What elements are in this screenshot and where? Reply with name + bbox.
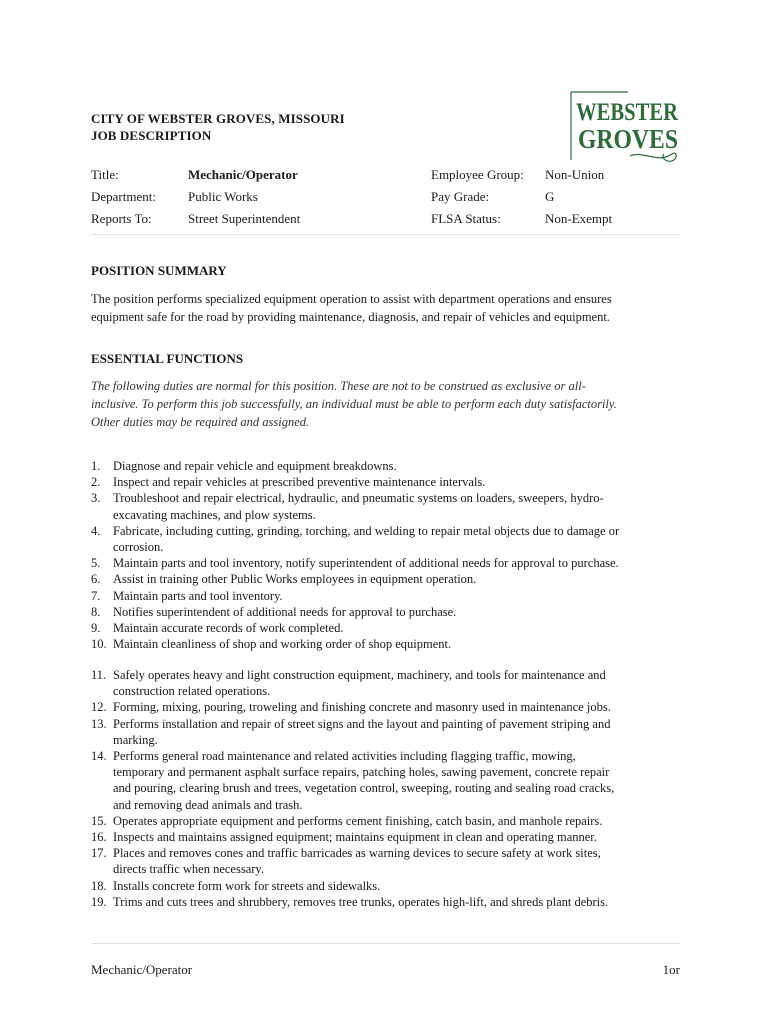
- duty-number: 11.: [91, 668, 107, 682]
- duty-item: [91, 458, 691, 474]
- info-row-department: [91, 189, 691, 207]
- intro-line: inclusive. To perform this job successfully, an individual must be able to perform each duty satisfactorily.: [91, 397, 617, 411]
- webster-groves-logo: [568, 90, 682, 166]
- duty-number: 9.: [91, 621, 101, 636]
- duty-number: 19.: [91, 894, 107, 909]
- duty-item: [91, 555, 691, 571]
- position-summary-text: [91, 290, 681, 326]
- duty-number: 10.: [91, 637, 107, 652]
- duty-text-line: Inspects and maintains assigned equipment; maintains equipment in clean and operating manner.: [113, 830, 597, 845]
- duty-number: 14.: [91, 749, 107, 764]
- duty-text-line: Operates appropriate equipment and performs cement finishing, catch basin, and manhole repairs.: [113, 813, 603, 828]
- footer-page-number: 1or: [662, 962, 680, 977]
- summary-line: equipment safe for the road by providing maintenance, diagnosis, and repair of vehicles and equipment.: [91, 310, 610, 324]
- duty-number: 12.: [91, 700, 107, 715]
- duty-text-line: Maintain cleanliness of shop and working order of shop equipment.: [113, 637, 452, 652]
- info-row-reports: [91, 211, 691, 229]
- duty-item: [91, 474, 691, 490]
- footer-job-title: Mechanic/Operator: [91, 962, 193, 977]
- duty-text-line: marking.: [113, 732, 158, 747]
- duties-list-1: [91, 458, 691, 652]
- duty-item: [91, 667, 691, 699]
- duty-text-line: directs traffic when necessary.: [113, 862, 264, 877]
- duty-text-line: corrosion.: [113, 540, 164, 555]
- duty-text-line: Maintain parts and tool inventory, notify superintendent of additional needs for approval to purchase.: [113, 556, 619, 571]
- duty-text-line: Performs general road maintenance and related activities including flagging traffic, mowing,: [113, 749, 576, 764]
- title-label: Title:: [91, 167, 119, 182]
- duty-text-line: Forming, mixing, pouring, troweling and finishing concrete and masonry used in maintenance jobs.: [113, 700, 611, 715]
- duty-text-line: and removing dead animals and trash.: [113, 797, 303, 812]
- essential-functions-heading: ESSENTIAL FUNCTIONS: [91, 351, 244, 366]
- duty-text-line: excavating machines, and plow systems.: [113, 507, 316, 522]
- duty-number: 4.: [91, 523, 101, 538]
- duty-text-line: Troubleshoot and repair electrical, hydraulic, and pneumatic systems on loaders, sweepers, hydro-: [113, 491, 604, 506]
- duty-text-line: Notifies superintendent of additional needs for approval to purchase.: [113, 604, 457, 619]
- pay-grade-label: Pay Grade:: [431, 189, 490, 204]
- employee-group-value: Non-Union: [545, 167, 605, 182]
- duty-text-line: Trims and cuts trees and shrubbery, removes tree trunks, operates high-lift, and shreds plant debris.: [113, 894, 609, 909]
- duty-text-line: construction related operations.: [113, 684, 271, 699]
- intro-line: The following duties are normal for this position. These are not to be construed as exclusive or all-: [91, 379, 586, 393]
- header-divider: [91, 234, 680, 235]
- duty-text-line: Diagnose and repair vehicle and equipment breakdowns.: [113, 459, 397, 473]
- duty-item: [91, 636, 691, 652]
- duty-text-line: Places and removes cones and traffic barricades as warning devices to secure safety at work sites,: [113, 846, 601, 861]
- duty-number: 5.: [91, 556, 101, 571]
- duty-item: [91, 571, 691, 587]
- logo-text-top: WEBSTER: [576, 99, 679, 126]
- duty-item: [91, 813, 691, 829]
- duty-text-line: Fabricate, including cutting, grinding, torching, and welding to repair metal objects due to damage or: [113, 523, 620, 538]
- duty-item: [91, 604, 691, 620]
- intro-line: Other duties may be required and assigned.: [91, 415, 310, 429]
- duty-item: [91, 829, 691, 845]
- duty-item: [91, 894, 691, 910]
- position-summary-heading: POSITION SUMMARY: [91, 263, 227, 278]
- essential-functions-intro: [91, 377, 683, 431]
- summary-line: The position performs specialized equipment operation to assist with department operations and ensures: [91, 292, 612, 306]
- duty-number: 3.: [91, 491, 101, 506]
- reports-to-value: Street Superintendent: [188, 211, 301, 226]
- flsa-status-label: FLSA Status:: [431, 211, 501, 226]
- job-description-heading: JOB DESCRIPTION: [91, 128, 212, 143]
- duty-text-line: Maintain parts and tool inventory.: [113, 588, 283, 603]
- duty-item: [91, 716, 691, 748]
- department-value: Public Works: [188, 189, 258, 204]
- duty-text-line: and pouring, clearing brush and trees, vegetation control, sweeping, routing and sealing road cracks,: [113, 781, 615, 796]
- employee-group-label: Employee Group:: [431, 167, 524, 182]
- duty-text-line: temporary and permanent asphalt surface repairs, patching holes, sawing pavement, concrete repair: [113, 765, 610, 780]
- duty-number: 15.: [91, 813, 107, 828]
- duty-number: 18.: [91, 878, 107, 893]
- flsa-status-value: Non-Exempt: [545, 211, 613, 226]
- duty-text-line: Safely operates heavy and light construction equipment, machinery, and tools for maintenance and: [113, 668, 606, 682]
- duty-item: [91, 699, 691, 715]
- duty-number: 13.: [91, 716, 107, 731]
- info-row-title: [91, 167, 691, 185]
- duty-number: 7.: [91, 588, 101, 603]
- duty-item: [91, 878, 691, 894]
- duty-item: [91, 845, 691, 877]
- duty-item: [91, 748, 691, 813]
- duty-number: 2.: [91, 475, 101, 490]
- duty-item: [91, 523, 691, 555]
- duty-text-line: Performs installation and repair of street signs and the layout and painting of pavement striping and: [113, 716, 611, 731]
- duty-text-line: Maintain accurate records of work completed.: [113, 621, 344, 636]
- department-label: Department:: [91, 189, 156, 204]
- title-value: Mechanic/Operator: [188, 167, 298, 182]
- footer-divider: [91, 943, 680, 944]
- duty-number: 17.: [91, 846, 107, 861]
- duty-item: [91, 588, 691, 604]
- duty-item: [91, 490, 691, 522]
- reports-to-label: Reports To:: [91, 211, 152, 226]
- duties-list-2: [91, 667, 691, 910]
- city-heading: CITY OF WEBSTER GROVES, MISSOURI: [91, 111, 345, 126]
- duty-number: 16.: [91, 830, 107, 845]
- duty-text-line: Inspect and repair vehicles at prescribed preventive maintenance intervals.: [113, 475, 486, 490]
- logo-text-bottom: GROVES: [578, 124, 678, 154]
- duty-number: 6.: [91, 572, 101, 587]
- duty-text-line: Installs concrete form work for streets and sidewalks.: [113, 878, 381, 893]
- duty-item: [91, 620, 691, 636]
- duty-text-line: Assist in training other Public Works employees in equipment operation.: [113, 572, 477, 587]
- duty-number: 1.: [91, 459, 101, 473]
- pay-grade-value: G: [545, 189, 555, 204]
- duty-number: 8.: [91, 604, 101, 619]
